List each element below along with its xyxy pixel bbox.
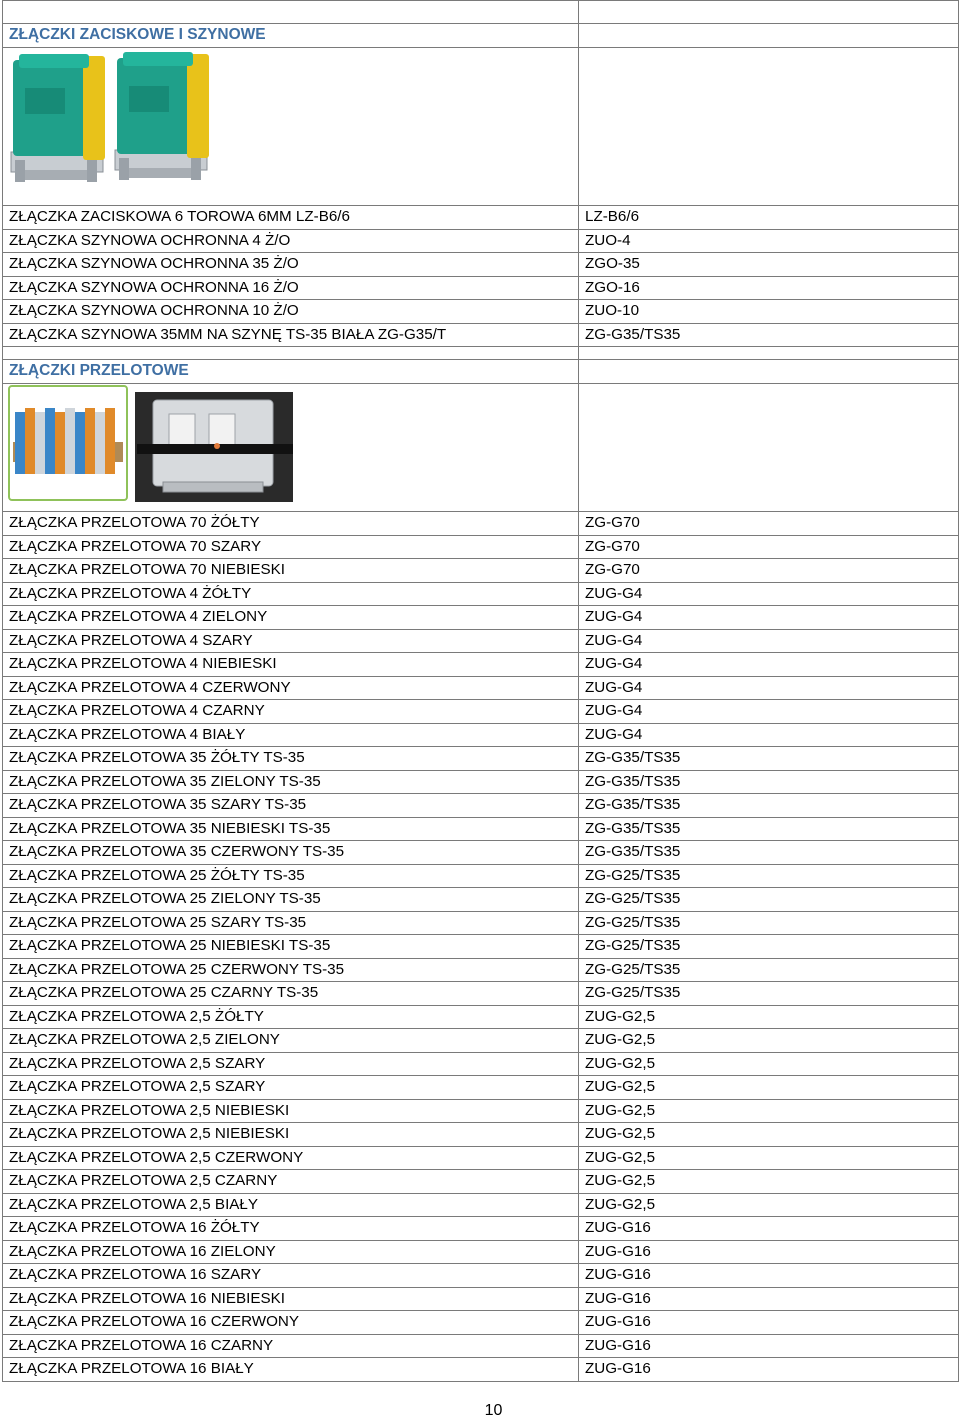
table-row [3, 1123, 959, 1147]
table-row [3, 1217, 959, 1241]
table-row [3, 723, 959, 747]
product-name: ZŁĄCZKA SZYNOWA OCHRONNA 10 Ż/O [3, 300, 579, 324]
product-code: ZUO-10 [579, 300, 959, 324]
product-code: ZGO-35 [579, 253, 959, 277]
product-code: ZG-G70 [579, 512, 959, 536]
product-code: ZG-G25/TS35 [579, 888, 959, 912]
product-name: ZŁĄCZKA PRZELOTOWA 25 NIEBIESKI TS-35 [3, 935, 579, 959]
product-name: ZŁĄCZKA PRZELOTOWA 4 SZARY [3, 629, 579, 653]
table-top-row [3, 1, 959, 24]
table-row [3, 770, 959, 794]
product-name: ZŁĄCZKA PRZELOTOWA 4 ZIELONY [3, 606, 579, 630]
product-code: ZUG-G16 [579, 1334, 959, 1358]
image-row-przelotowe [3, 383, 959, 512]
product-name: ZŁĄCZKA ZACISKOWA 6 TOROWA 6MM LZ-B6/6 [3, 206, 579, 230]
product-code: ZUG-G2,5 [579, 1170, 959, 1194]
product-code: ZG-G70 [579, 535, 959, 559]
spacer-row [3, 347, 959, 360]
table-row [3, 229, 959, 253]
table-row [3, 700, 959, 724]
table-row [3, 676, 959, 700]
product-name: ZŁĄCZKA PRZELOTOWA 16 CZARNY [3, 1334, 579, 1358]
table-row [3, 794, 959, 818]
product-name: ZŁĄCZKA SZYNOWA OCHRONNA 16 Ż/O [3, 276, 579, 300]
product-name: ZŁĄCZKA PRZELOTOWA 16 SZARY [3, 1264, 579, 1288]
product-name: ZŁĄCZKA PRZELOTOWA 4 CZARNY [3, 700, 579, 724]
product-name: ZŁĄCZKA PRZELOTOWA 4 CZERWONY [3, 676, 579, 700]
table-row [3, 559, 959, 583]
product-name: ZŁĄCZKA PRZELOTOWA 16 NIEBIESKI [3, 1287, 579, 1311]
product-code: ZG-G25/TS35 [579, 935, 959, 959]
table-row [3, 982, 959, 1006]
product-name: ZŁĄCZKA PRZELOTOWA 2,5 NIEBIESKI [3, 1099, 579, 1123]
table-row [3, 841, 959, 865]
product-name: ZŁĄCZKA PRZELOTOWA 16 BIAŁY [3, 1358, 579, 1382]
product-name: ZŁĄCZKA PRZELOTOWA 70 ŻÓŁTY [3, 512, 579, 536]
table-row [3, 1099, 959, 1123]
section-header-row [3, 360, 959, 384]
product-code: ZG-G35/TS35 [579, 747, 959, 771]
product-name: ZŁĄCZKA PRZELOTOWA 4 ŻÓŁTY [3, 582, 579, 606]
product-code: ZUG-G16 [579, 1240, 959, 1264]
product-code: ZUG-G2,5 [579, 1146, 959, 1170]
table-row [3, 582, 959, 606]
table-row [3, 253, 959, 277]
table-row [3, 206, 959, 230]
product-name: ZŁĄCZKA PRZELOTOWA 35 CZERWONY TS-35 [3, 841, 579, 865]
table-row [3, 1052, 959, 1076]
product-code: ZUG-G4 [579, 606, 959, 630]
table-row [3, 935, 959, 959]
table-row [3, 512, 959, 536]
table-row [3, 629, 959, 653]
product-name: ZŁĄCZKA PRZELOTOWA 2,5 BIAŁY [3, 1193, 579, 1217]
product-name: ZŁĄCZKA PRZELOTOWA 35 ZIELONY TS-35 [3, 770, 579, 794]
product-code: ZG-G70 [579, 559, 959, 583]
product-code: ZUG-G2,5 [579, 1076, 959, 1100]
product-name: ZŁĄCZKA PRZELOTOWA 35 SZARY TS-35 [3, 794, 579, 818]
table-row [3, 888, 959, 912]
rail-terminal-image [3, 48, 213, 198]
product-name: ZŁĄCZKA PRZELOTOWA 2,5 ŻÓŁTY [3, 1005, 579, 1029]
table-row [3, 300, 959, 324]
product-code: ZG-G25/TS35 [579, 864, 959, 888]
product-code: ZUO-4 [579, 229, 959, 253]
product-name: ZŁĄCZKA PRZELOTOWA 16 ZIELONY [3, 1240, 579, 1264]
product-code: ZUG-G4 [579, 582, 959, 606]
product-code: ZUG-G16 [579, 1217, 959, 1241]
product-name: ZŁĄCZKA PRZELOTOWA 2,5 CZERWONY [3, 1146, 579, 1170]
product-name: ZŁĄCZKA PRZELOTOWA 2,5 SZARY [3, 1076, 579, 1100]
table-row [3, 1076, 959, 1100]
table-row [3, 276, 959, 300]
product-name: ZŁĄCZKA PRZELOTOWA 16 ŻÓŁTY [3, 1217, 579, 1241]
product-name: ZŁĄCZKA PRZELOTOWA 25 CZERWONY TS-35 [3, 958, 579, 982]
product-name: ZŁĄCZKA PRZELOTOWA 2,5 ZIELONY [3, 1029, 579, 1053]
product-code: ZUG-G16 [579, 1264, 959, 1288]
product-name: ZŁĄCZKA PRZELOTOWA 2,5 SZARY [3, 1052, 579, 1076]
section-header-row [3, 24, 959, 48]
product-name: ZŁĄCZKA PRZELOTOWA 70 SZARY [3, 535, 579, 559]
image-row-zaciskowe [3, 47, 959, 206]
product-code: ZG-G35/TS35 [579, 323, 959, 347]
product-name: ZŁĄCZKA PRZELOTOWA 25 ŻÓŁTY TS-35 [3, 864, 579, 888]
product-code: ZUG-G4 [579, 723, 959, 747]
product-name: ZŁĄCZKA PRZELOTOWA 25 SZARY TS-35 [3, 911, 579, 935]
table-row [3, 323, 959, 347]
product-code: ZUG-G2,5 [579, 1029, 959, 1053]
product-code: ZG-G35/TS35 [579, 770, 959, 794]
feedthrough-terminal-image [3, 384, 303, 504]
product-name: ZŁĄCZKA PRZELOTOWA 70 NIEBIESKI [3, 559, 579, 583]
product-code: ZUG-G16 [579, 1358, 959, 1382]
product-code: ZUG-G4 [579, 629, 959, 653]
table-row [3, 1264, 959, 1288]
product-code: ZUG-G2,5 [579, 1005, 959, 1029]
product-code: ZUG-G4 [579, 653, 959, 677]
table-row [3, 606, 959, 630]
table-row [3, 911, 959, 935]
product-code: ZG-G25/TS35 [579, 982, 959, 1006]
product-name: ZŁĄCZKA SZYNOWA 35MM NA SZYNĘ TS-35 BIAŁA ZG-G35/T [3, 323, 579, 347]
table-row [3, 535, 959, 559]
table-row [3, 1146, 959, 1170]
table-row [3, 958, 959, 982]
product-code: ZGO-16 [579, 276, 959, 300]
table-row [3, 1287, 959, 1311]
section-title-zaciskowe: ZŁĄCZKI ZACISKOWE I SZYNOWE [3, 24, 579, 48]
product-name: ZŁĄCZKA PRZELOTOWA 35 ŻÓŁTY TS-35 [3, 747, 579, 771]
product-code: ZG-G25/TS35 [579, 958, 959, 982]
product-name: ZŁĄCZKA PRZELOTOWA 25 CZARNY TS-35 [3, 982, 579, 1006]
table-row [3, 747, 959, 771]
product-code: ZG-G35/TS35 [579, 794, 959, 818]
product-code: ZUG-G2,5 [579, 1193, 959, 1217]
catalog-table [2, 0, 959, 1382]
product-code: ZUG-G2,5 [579, 1052, 959, 1076]
product-code: ZUG-G4 [579, 676, 959, 700]
product-name: ZŁĄCZKA PRZELOTOWA 16 CZERWONY [3, 1311, 579, 1335]
table-row [3, 1240, 959, 1264]
section-title-przelotowe: ZŁĄCZKI PRZELOTOWE [3, 360, 579, 384]
product-code: ZUG-G2,5 [579, 1099, 959, 1123]
table-row [3, 1193, 959, 1217]
product-name: ZŁĄCZKA PRZELOTOWA 2,5 NIEBIESKI [3, 1123, 579, 1147]
product-name: ZŁĄCZKA PRZELOTOWA 4 NIEBIESKI [3, 653, 579, 677]
product-code: ZUG-G16 [579, 1287, 959, 1311]
table-row [3, 864, 959, 888]
table-row [3, 1170, 959, 1194]
table-row [3, 1311, 959, 1335]
table-row [3, 653, 959, 677]
product-name: ZŁĄCZKA SZYNOWA OCHRONNA 35 Ż/O [3, 253, 579, 277]
product-name: ZŁĄCZKA PRZELOTOWA 2,5 CZARNY [3, 1170, 579, 1194]
product-code: ZUG-G16 [579, 1311, 959, 1335]
table-row [3, 817, 959, 841]
table-row [3, 1358, 959, 1382]
table-row [3, 1029, 959, 1053]
product-code: LZ-B6/6 [579, 206, 959, 230]
product-name: ZŁĄCZKA PRZELOTOWA 35 NIEBIESKI TS-35 [3, 817, 579, 841]
product-name: ZŁĄCZKA PRZELOTOWA 25 ZIELONY TS-35 [3, 888, 579, 912]
product-code: ZG-G35/TS35 [579, 817, 959, 841]
table-row [3, 1005, 959, 1029]
product-code: ZG-G35/TS35 [579, 841, 959, 865]
product-code: ZUG-G4 [579, 700, 959, 724]
table-row [3, 1334, 959, 1358]
product-code: ZUG-G2,5 [579, 1123, 959, 1147]
product-code: ZG-G25/TS35 [579, 911, 959, 935]
product-name: ZŁĄCZKA PRZELOTOWA 4 BIAŁY [3, 723, 579, 747]
product-name: ZŁĄCZKA SZYNOWA OCHRONNA 4 Ż/O [3, 229, 579, 253]
page-number: 10 [484, 1402, 503, 1419]
